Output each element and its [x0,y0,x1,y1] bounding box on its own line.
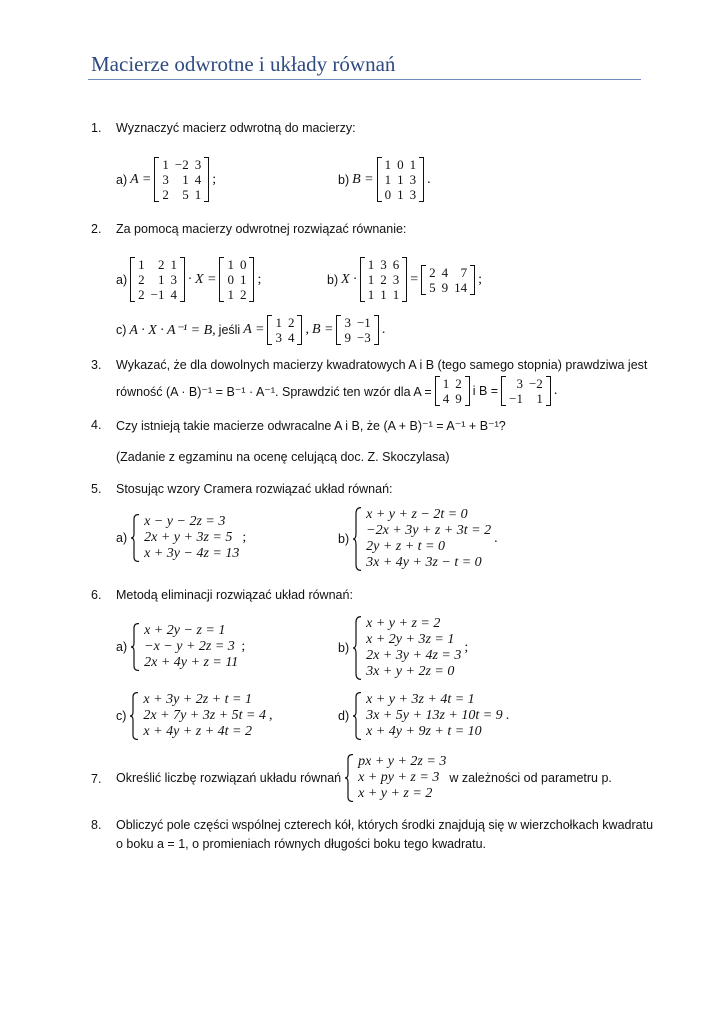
matrix-cell: 2 [138,272,145,287]
equation: 2x + 7y + 3z + 5t = 4 [143,708,266,723]
left-brace [344,754,354,802]
end: . [427,171,431,187]
problem-4-number: 4. [91,418,102,432]
problem-3-number: 3. [91,358,102,372]
equation: x + 3y + 2z + t = 1 [143,692,252,707]
equation: x + y + 3z + 4t = 1 [366,692,475,707]
matrix-cell: 2 [455,376,462,391]
matrix-cell: 2 [162,187,169,202]
system-6d [352,692,503,740]
matrix-cell: 1 [182,172,189,187]
left-brace [352,692,362,740]
problem-3-line1: Wykazać, że dla dowolnych macierzy kwadratowych A i B (tego samego stopnia) prawdziwa jest [116,358,648,372]
matrix-cell: −1 [356,315,371,330]
problem-8-line1: Obliczyć pole części wspólnej czterech kół, których środki znajdują się w wierzchołkach kwadratu [116,818,654,832]
matrix-a [154,157,209,202]
problem-6a [116,623,245,671]
matrix-cell: 1 [367,287,375,302]
equation: −x − y + 2z = 3 [144,639,235,654]
after: w zależności od parametru p. [449,771,612,785]
system-7 [344,754,446,802]
comma: , [305,322,309,337]
matrix-cell: 1 [239,272,247,287]
matrix-cB [336,315,378,345]
matrix-b [377,157,425,202]
end: . [553,383,558,398]
problem-6b [338,616,468,680]
page-title: Macierze odwrotne i układy równań [91,52,396,76]
matrix-cell: 2 [380,272,387,287]
matrix-cell: 0 [227,272,234,287]
matrix-cell: 6 [392,257,400,272]
matrix-A [435,376,470,406]
mid: i B = [472,384,499,398]
matrix-cell: 7 [460,264,468,280]
matrix-cA [267,315,302,345]
matrix-cell: 0 [239,257,247,272]
problem-6c [116,692,272,740]
end: ; [241,639,246,654]
problem-4-note: (Zadanie z egzaminu na ocenę celującą doc. Z. Skoczylasa) [116,450,450,464]
matrix-cell: 4 [287,330,295,345]
matrix-a2 [219,257,254,302]
label: d) [338,709,350,723]
label: c) [116,709,127,723]
end: , [268,708,273,723]
system-6a [130,623,238,671]
equation: x + py + z = 3 [358,770,440,785]
left-brace [352,616,362,680]
matrix-cell: −1 [509,391,523,406]
matrix-cell: 2 [138,287,145,302]
problem-2-number: 2. [91,222,102,236]
end: ; [257,271,262,287]
label: a) [116,531,128,545]
matrix-cell: 1 [392,287,400,302]
end: . [505,708,510,723]
matrix-cell: 3 [344,315,351,330]
left-brace [352,507,362,571]
end: ; [478,271,482,287]
title-rule [88,79,641,80]
matrix-cell: −3 [356,330,371,345]
matrix-cell: 1 [397,172,404,187]
matrix-cell: 4 [194,172,202,187]
matrix-cell: 3 [392,272,400,287]
end: . [381,322,386,337]
equation: x + 4y + z + 4t = 2 [143,724,252,739]
equation: 3x + 5y + 13z + 10t = 9 [366,708,503,723]
matrix-cell: 3 [194,157,202,172]
matrix-cell: 4 [170,287,177,302]
matrix-cell: 3 [162,172,169,187]
mid: · X = [187,271,217,287]
left-brace [130,514,140,562]
matrix-cell: 1 [227,287,234,302]
label: b) [338,641,350,655]
problem-1-number: 1. [91,121,102,135]
matrix-cell: 1 [380,287,387,302]
equation: 2y + z + t = 0 [366,539,446,554]
matrix-cell: 3 [380,257,387,272]
equation: x + y + z − 2t = 0 [366,507,468,522]
problem-7 [116,754,612,802]
system-5b [352,507,491,571]
problem-2-text: Za pomocą macierzy odwrotnej rozwiązać równanie: [116,222,407,236]
matrix-cell: 4 [442,391,450,406]
system-6b [352,616,461,680]
end: . [494,531,498,546]
problem-5-text: Stosując wzory Cramera rozwiązać układ równań: [116,482,393,496]
problem-6-text: Metodą eliminacji rozwiązać układ równań: [116,588,353,602]
matrix-b2 [421,265,475,295]
equation: 2x + y + 3z = 5 [144,530,233,545]
problem-2a [116,257,261,302]
problem-4-text: Czy istnieją takie macierze odwracalne A i B, że (A + B)⁻¹ = A⁻¹ + B⁻¹? [116,419,506,433]
matrix-cell: 5 [182,187,189,202]
problem-3-line2 [116,376,557,406]
equation: x − y − 2z = 3 [144,514,226,529]
matrix-cell: 2 [287,315,295,330]
equation: x + y + z = 2 [366,616,441,631]
matrix-cell: −2 [528,376,543,391]
matrix-B [501,376,551,406]
left-brace [129,692,139,740]
text: Określić liczbę rozwiązań układu równań [116,771,342,785]
matrix-a1 [130,257,185,302]
equation: −2x + 3y + z + 3t = 2 [366,523,492,538]
matrix-cell: 1 [194,187,202,202]
equation: x + 2y + 3z = 1 [366,632,455,647]
var: B = [352,171,374,187]
problem-1-text: Wyznaczyć macierz odwrotną do macierzy: [116,121,356,135]
matrix-cell: 2 [429,264,436,280]
matrix-cell: 1 [442,376,450,391]
if: jeśli [218,323,241,337]
mid: = [410,271,419,287]
matrix-cell: 1 [536,391,543,406]
equation: x + 2y − z = 1 [144,623,226,638]
label: b) [327,272,339,287]
matrix-cell: −2 [174,157,189,172]
matrix-cell: 3 [275,330,282,345]
matrix-cell: 1 [275,315,282,330]
problem-2b [327,257,482,302]
matrix-cell: 2 [239,287,247,302]
equation: x + 3y − 4z = 13 [144,546,240,561]
matrix-cell: 3 [409,172,417,187]
matrix-cell: 9 [441,279,449,295]
matrix-cell: 0 [397,157,404,172]
system-5a [130,514,239,562]
left-brace [130,623,140,671]
equation: 2x + 3y + 4z = 3 [366,648,462,663]
matrix-cell: 3 [170,272,177,287]
end: ; [242,530,247,545]
equation: x + y + z = 2 [358,786,433,801]
pre: X · [341,271,357,287]
label: b) [338,532,350,546]
matrix-cell: 3 [516,376,523,391]
label: b) [338,172,350,187]
var: A = [130,171,152,187]
matrix-cell: 1 [170,257,177,272]
matrix-cell: 1 [138,257,145,272]
problem-5b [338,507,498,571]
end: ; [212,171,217,187]
system-6c [129,692,266,740]
matrix-cell: 14 [454,279,468,295]
problem-6d [338,692,509,740]
problem-8-number: 8. [91,818,102,832]
matrix-cell: 1 [409,157,417,172]
matrix-b1 [360,257,408,302]
problem-5-number: 5. [91,482,102,496]
B: B = [311,322,334,337]
matrix-cell: 9 [344,330,351,345]
matrix-cell: 3 [409,187,417,202]
label: a) [116,640,128,654]
label: c) [116,323,127,337]
matrix-cell: 1 [367,272,375,287]
matrix-cell: 1 [397,187,404,202]
matrix-cell: 2 [157,257,165,272]
equation: 3x + y + 2z = 0 [366,664,455,679]
equation: px + y + 2z = 3 [358,754,447,769]
label: a) [116,172,128,187]
equation: x + 4y + 9z + t = 10 [366,724,482,739]
matrix-cell: 1 [157,272,165,287]
matrix-cell: 1 [384,157,392,172]
matrix-cell: 5 [429,279,436,295]
matrix-cell: 4 [441,264,449,280]
matrix-cell: 1 [162,157,169,172]
problem-6-number: 6. [91,588,102,602]
problem-5a [116,514,246,562]
matrix-cell: −1 [150,287,165,302]
equation: 3x + 4y + 3z − t = 0 [366,555,482,570]
matrix-cell: 1 [227,257,234,272]
problem-8-line2: o boku a = 1, o promieniach równych długości boku tego kwadratu. [116,837,487,851]
problem-1b [338,157,431,202]
eq: A · X · A⁻¹ = B, [129,322,216,338]
matrix-cell: 0 [384,187,392,202]
label: a) [116,272,128,287]
A: A = [243,322,265,337]
matrix-cell: 9 [455,391,462,406]
problem-7-number: 7. [91,772,102,786]
matrix-cell: 1 [367,257,375,272]
end: ; [464,640,469,655]
equation: 2x + 4y + z = 11 [144,655,239,670]
text: równość (A · B)⁻¹ = B⁻¹ · A⁻¹. Sprawdzić ten wzór dla A = [116,384,432,399]
matrix-cell: 1 [384,172,392,187]
problem-1a [116,157,216,202]
problem-2c [116,315,385,345]
